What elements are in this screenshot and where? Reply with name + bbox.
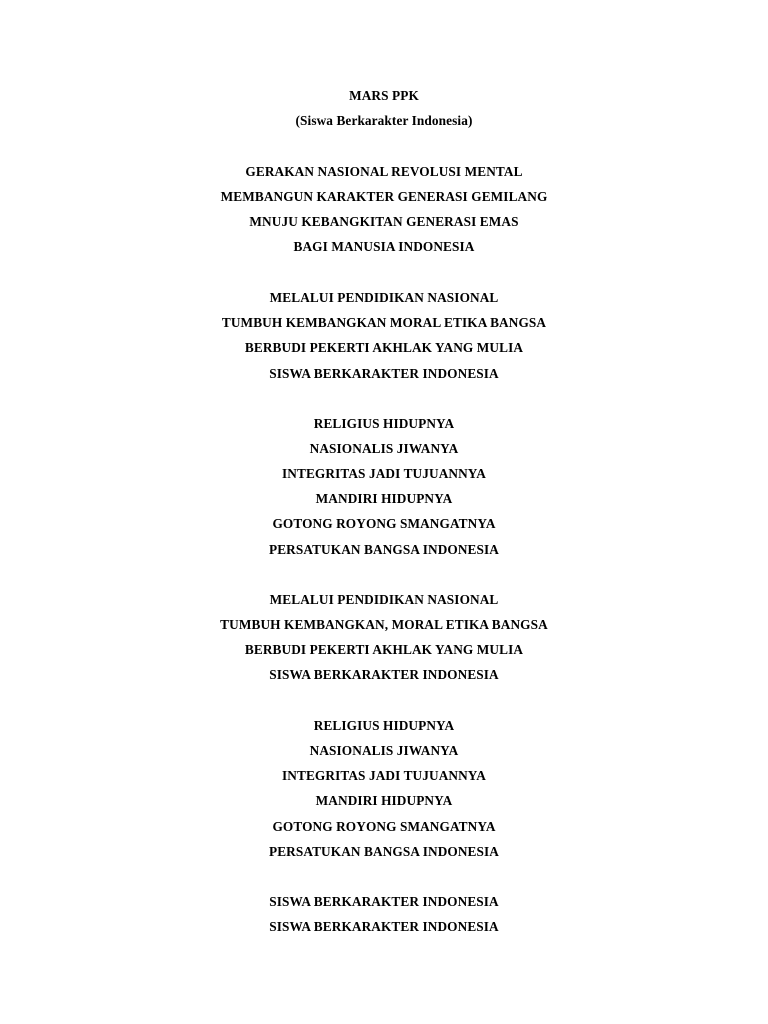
lyric-line: MANDIRI HIDUPNYA bbox=[315, 491, 453, 506]
lyric-line: NASIONALIS JIWANYA bbox=[309, 441, 459, 456]
lyric-line: TUMBUH KEMBANGKAN, MORAL ETIKA BANGSA bbox=[220, 617, 548, 632]
lyric-line: PERSATUKAN BANGSA INDONESIA bbox=[268, 844, 500, 859]
lyric-line: GOTONG ROYONG SMANGATNYA bbox=[272, 819, 496, 834]
lyric-line: SISWA BERKARAKTER INDONESIA bbox=[269, 919, 499, 934]
lyric-line: SISWA BERKARAKTER INDONESIA bbox=[269, 366, 499, 381]
lyric-line: MANDIRI HIDUPNYA bbox=[315, 793, 453, 808]
lyric-line: RELIGIUS HIDUPNYA bbox=[313, 718, 455, 733]
lyric-line: GOTONG ROYONG SMANGATNYA bbox=[272, 516, 496, 531]
song-title: MARS PPK bbox=[349, 88, 419, 103]
lyric-line: SISWA BERKARAKTER INDONESIA bbox=[269, 667, 499, 682]
lyric-line: BAGI MANUSIA INDONESIA bbox=[293, 239, 475, 254]
lyric-line: TUMBUH KEMBANGKAN MORAL ETIKA BANGSA bbox=[221, 315, 547, 330]
lyric-line: MEMBANGUN KARAKTER GENERASI GEMILANG bbox=[220, 189, 548, 204]
lyric-line: RELIGIUS HIDUPNYA bbox=[313, 416, 455, 431]
lyric-line: INTEGRITAS JADI TUJUANNYA bbox=[282, 768, 486, 783]
lyric-line: MELALUI PENDIDIKAN NASIONAL bbox=[269, 290, 499, 305]
lyric-line: MNUJU KEBANGKITAN GENERASI EMAS bbox=[249, 214, 519, 229]
song-subtitle: (Siswa Berkarakter Indonesia) bbox=[295, 113, 473, 128]
lyric-line: MELALUI PENDIDIKAN NASIONAL bbox=[269, 592, 499, 607]
lyric-line: GERAKAN NASIONAL REVOLUSI MENTAL bbox=[245, 164, 523, 179]
lyric-line: INTEGRITAS JADI TUJUANNYA bbox=[282, 466, 486, 481]
lyric-line: SISWA BERKARAKTER INDONESIA bbox=[269, 894, 499, 909]
lyric-line: BERBUDI PEKERTI AKHLAK YANG MULIA bbox=[244, 340, 524, 355]
lyric-line: PERSATUKAN BANGSA INDONESIA bbox=[268, 542, 500, 557]
lyric-line: NASIONALIS JIWANYA bbox=[309, 743, 459, 758]
lyric-line: BERBUDI PEKERTI AKHLAK YANG MULIA bbox=[244, 642, 524, 657]
